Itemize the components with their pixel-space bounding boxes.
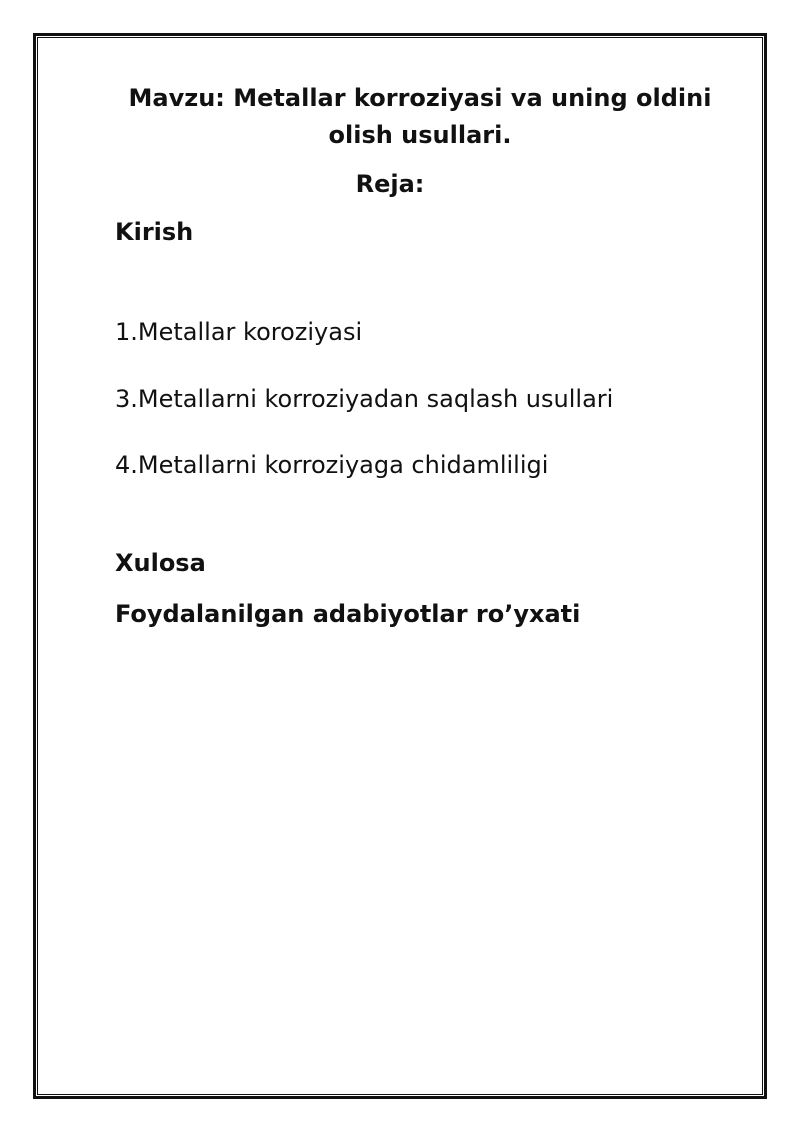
plan-item: 3.Metallarni korroziyadan saqlash usullari — [115, 385, 614, 413]
intro-heading: Kirish — [115, 218, 194, 246]
plan-item: 1.Metallar koroziyasi — [115, 318, 363, 346]
conclusion-heading: Xulosa — [115, 549, 206, 577]
plan-item: 4.Metallarni korroziyaga chidamliligi — [115, 451, 549, 479]
references-heading: Foydalanilgan adabiyotlar ro’yxati — [115, 600, 581, 628]
plan-heading: Reja: — [355, 170, 425, 198]
document-title: Mavzu: Metallar korroziyasi va uning oldini olish usullari. — [128, 84, 712, 149]
